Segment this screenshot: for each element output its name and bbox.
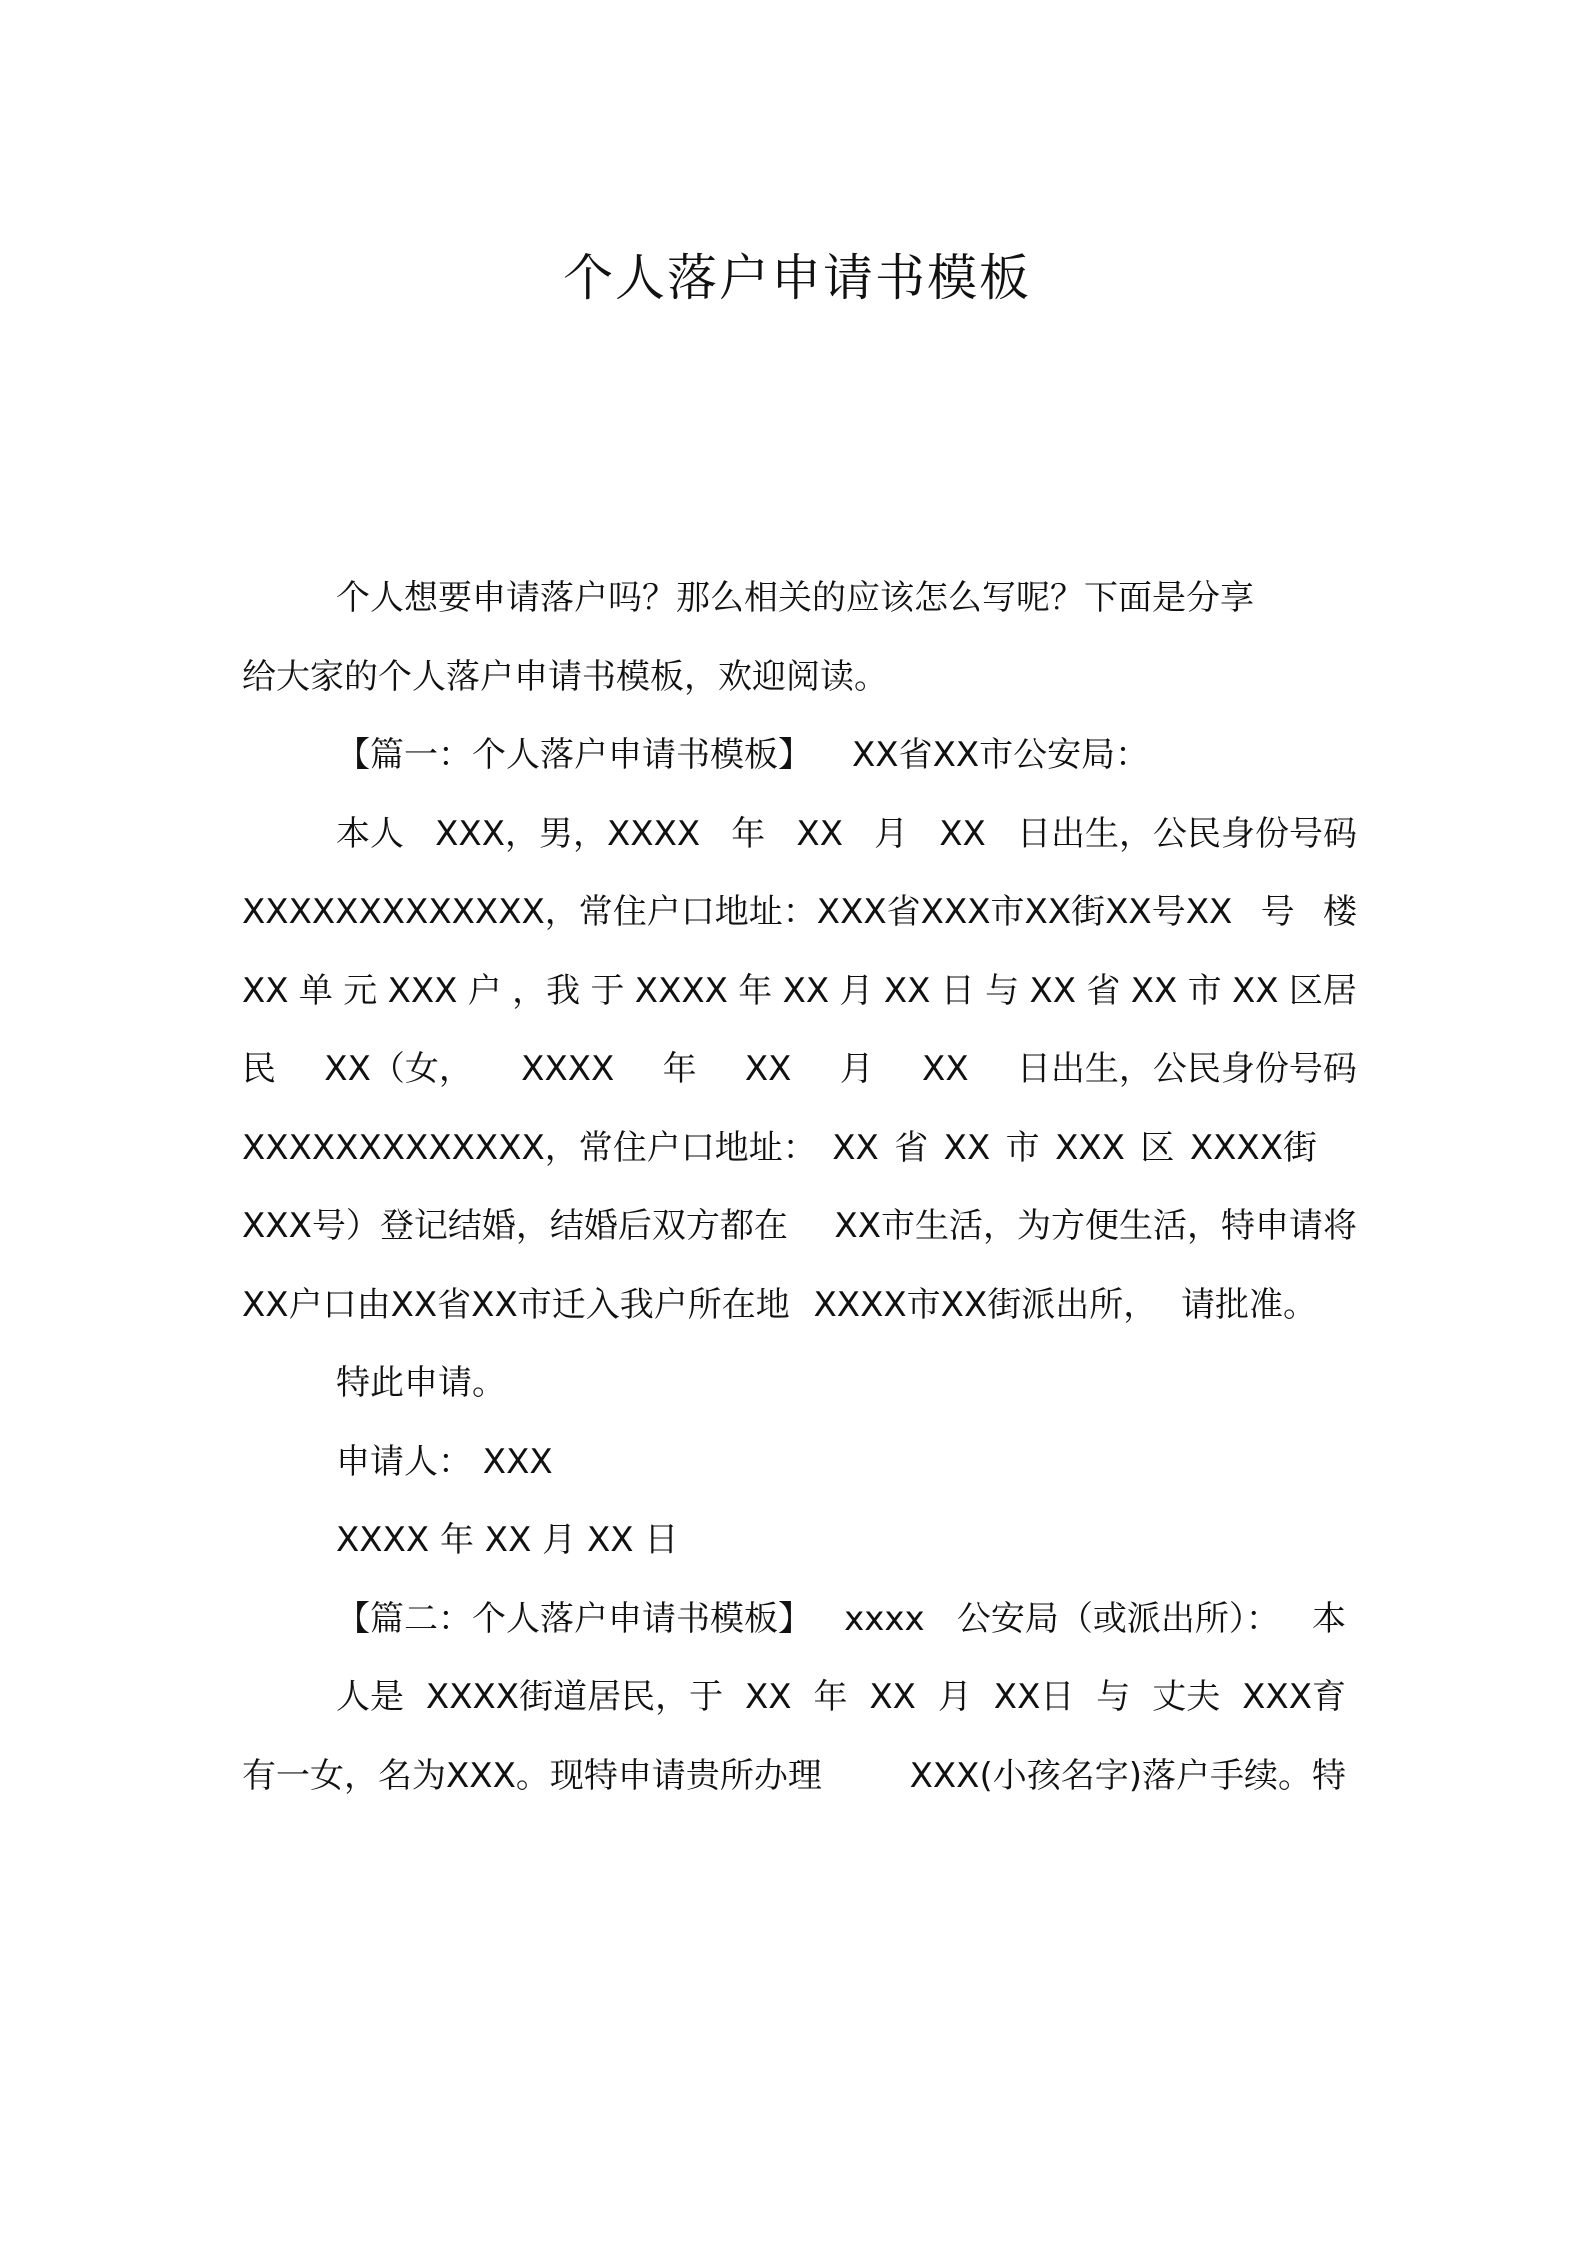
text-segment: XXXXXXXXXXXXX，常住户口地址： — [242, 1128, 817, 1168]
section1-date: XXXX 年 XX 月 XX 日 — [336, 1520, 679, 1560]
text-segment: 区居 — [1288, 971, 1357, 1011]
section1-body-line-5 — [242, 1128, 1317, 1168]
section1-heading-label: 【篇一：个人落户申请书模板】 — [336, 735, 812, 775]
text-segment: XX — [869, 1677, 916, 1717]
section1-body-line-4 — [242, 1049, 1357, 1089]
text-segment: 有一女，名为XXX。现特申请贵所办理 — [242, 1756, 822, 1796]
text-segment: 日 — [940, 971, 975, 1011]
text-segment: XX — [832, 1128, 879, 1168]
text-segment: 楼 — [1323, 892, 1357, 932]
document-title: 个人落户申请书模板 — [563, 249, 1031, 307]
text-segment: XXX — [387, 971, 458, 1011]
text-segment: 月 — [839, 971, 874, 1011]
text-segment: XX — [242, 971, 289, 1011]
text-segment: 户 — [467, 971, 502, 1011]
intro-line-1: 个人想要申请落户吗？那么相关的应该怎么写呢？下面是分享 — [336, 578, 1254, 618]
text-segment: 与 — [985, 971, 1020, 1011]
text-segment: XXXX — [521, 1049, 615, 1089]
text-segment: 本人 — [336, 814, 404, 854]
section1-body-line-1 — [336, 814, 1357, 854]
text-segment: 元 — [343, 971, 378, 1011]
text-segment: XXX，男，XXXX — [435, 814, 701, 854]
section1-body-line-3 — [242, 971, 1357, 1011]
text-segment: 年 — [731, 814, 766, 854]
section1-addressee: XX省XX市公安局： — [852, 735, 1150, 775]
section2-heading-label: 【篇二：个人落户申请书模板】 — [336, 1599, 812, 1639]
section1-body-line-7 — [242, 1285, 1317, 1325]
text-segment: 日出生，公民身份号码 — [1016, 814, 1357, 854]
text-segment: 公安局（或派出所）： — [956, 1599, 1280, 1639]
text-segment: XX — [939, 814, 986, 854]
section2-heading — [336, 1599, 1346, 1639]
text-segment: 年 — [738, 971, 773, 1011]
section1-body-line-6 — [242, 1206, 1357, 1246]
text-segment: XXXX街 — [1189, 1128, 1317, 1168]
text-segment: 与 — [1096, 1677, 1131, 1717]
text-segment: 年 — [813, 1677, 848, 1717]
text-segment: XX — [1029, 971, 1077, 1011]
text-segment: 单 — [298, 971, 333, 1011]
text-segment: ，我 — [512, 971, 581, 1011]
text-segment: XX户口由XX省XX市迁入我户所在地 — [242, 1285, 790, 1325]
text-segment: XX — [1130, 971, 1178, 1011]
text-segment: 民 — [242, 1049, 276, 1089]
text-segment: 月 — [874, 814, 909, 854]
section1-applicant: 申请人： XXX — [336, 1442, 553, 1482]
text-segment: 省 — [894, 1128, 929, 1168]
text-segment: 市 — [1187, 971, 1222, 1011]
text-segment: XX（女， — [324, 1049, 473, 1089]
text-segment: 月 — [937, 1677, 972, 1717]
text-segment: XXX育 — [1242, 1677, 1346, 1717]
text-segment: XX — [744, 1049, 792, 1089]
text-segment: XXXXXXXXXXXXX，常住户口地址：XXX省XXX市XX街XX号XX — [242, 892, 1233, 932]
text-segment: XXXX市XX街派出所， — [813, 1285, 1158, 1325]
text-segment: XXX(小孩名字)落户手续。特 — [909, 1756, 1346, 1796]
section1-closing: 特此申请。 — [336, 1363, 506, 1403]
text-segment: XXX — [1055, 1128, 1125, 1168]
text-segment: XX日 — [993, 1677, 1075, 1717]
section2-body-line-1 — [336, 1677, 1346, 1717]
text-segment: XXXX街道居民，于 — [425, 1677, 724, 1717]
text-segment: 年 — [662, 1049, 697, 1089]
text-segment: XX — [782, 971, 830, 1011]
text-segment: 区 — [1140, 1128, 1175, 1168]
text-segment: 丈夫 — [1152, 1677, 1221, 1717]
text-segment: XX — [943, 1128, 991, 1168]
text-segment: 本 — [1312, 1599, 1346, 1639]
text-segment: 人是 — [336, 1677, 404, 1717]
section1-body-line-2 — [242, 892, 1357, 932]
text-segment: 省 — [1086, 971, 1121, 1011]
section2-body-line-2 — [242, 1756, 1346, 1796]
text-segment: XXXX — [634, 971, 728, 1011]
section1-heading — [336, 735, 1149, 775]
text-segment: XX — [744, 1677, 792, 1717]
text-segment: xxxx — [844, 1599, 925, 1639]
text-segment: XXX号）登记结婚，结婚后双方都在 — [242, 1206, 788, 1246]
text-segment: XX — [796, 814, 844, 854]
text-segment: 请批准。 — [1181, 1285, 1317, 1325]
text-segment: XX市生活，为方便生活，特申请将 — [834, 1206, 1357, 1246]
text-segment: XX — [1231, 971, 1279, 1011]
intro-line-2: 给大家的个人落户申请书模板，欢迎阅读。 — [242, 657, 888, 697]
text-segment: 号 — [1260, 892, 1295, 932]
text-segment: 市 — [1005, 1128, 1040, 1168]
text-segment: XX — [922, 1049, 969, 1089]
text-segment: 日出生，公民身份号码 — [1016, 1049, 1357, 1089]
text-segment: 于 — [590, 971, 625, 1011]
text-segment: XX — [883, 971, 931, 1011]
text-segment: 月 — [839, 1049, 874, 1089]
